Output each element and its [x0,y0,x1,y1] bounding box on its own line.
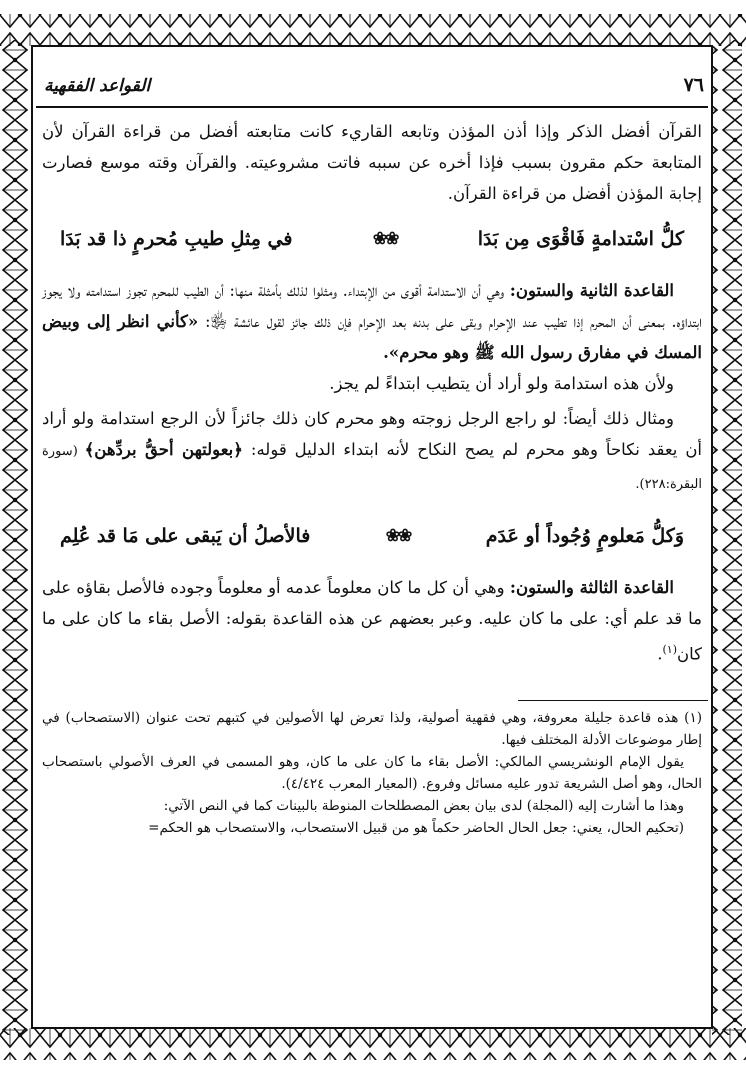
rule-63-heading: القاعدة الثالثة والستون: [509,578,674,597]
footnote-4: (تحكيم الحال، يعني: جعل الحال الحاضر حكماً هو من قبيل الاستصحاب، والاستصحاب هو الحكم= [148,819,684,836]
paragraph-2 [36,275,708,368]
footnote-reference: (١) [662,643,677,656]
footnote-divider [518,700,708,701]
paragraph-1: القرآن أفضل الذكر وإذا أذن المؤذن وتابعه القاريء كانت متابعته أفضل من قراءة القرآن لأن المتابعة حكم مقرون بسبب فإذا أخره عن سببه فاتت مشروعيته. والقرآن وقته موسع فصارت إجابة المؤذن أفضل من قراءة القرآن. [42,122,702,203]
verse-1 [36,217,708,261]
page-number: ٧٦ [683,74,704,96]
running-title: القواعد الفقهية [44,76,151,96]
paragraph-4-text: ومثال ذلك أيضاً: لو راجع الرجل زوجته وهو محرم كان ذلك جائزاً لأن الرجع استدامة ولو أراد أن يعقد نكاحاً وهو محرم لم يصح النكاح لأنه ابتداء الدليل قوله: [42,409,703,459]
rule-62-heading: القاعدة الثانية والستون: [509,281,675,300]
footnote-1: (١) هذه قاعدة جليلة معروفة، وهي فقهية أصولية، ولذا تعرض لها الأصولين في كتبهم تحت عنوان (الاستصحاب) في إطار موضوعات الأدلة المختلف فيها. [42,709,702,748]
verse-1-left: في مِثلِ طيبِ مُحرمٍ ذا قد بَدَا [60,228,293,250]
flower-ornament-icon: ❀❀ [372,229,398,249]
verse-1-right: كلُّ اسْتدامةٍ فَاقْوَى مِن بَدَا [477,228,684,250]
page-header [36,70,708,108]
flower-ornament-icon: ❀❀ [385,526,411,546]
paragraph-4 [36,403,708,500]
hadith-quote: «كأني انظر إلى وبيض المسك في مفارق رسول الله ﷺ وهو محرم». [42,312,702,362]
page-body [36,70,708,1030]
paragraph-3: ولأن هذه استدامة ولو أراد أن يتطيب ابتداءً لم يجز. [329,374,674,393]
verse-2 [36,514,708,558]
surah-reference: (سورة البقرة:٢٢٨). [42,444,702,492]
verse-2-right: وَكلُّ مَعلومٍ وُجُوداً أو عَدَم [485,525,684,547]
verse-2-left: فالأصلُ أن يَبقى على مَا قد عُلِم [60,525,311,547]
footnote-3: وهذا ما أشارت إليه (المجلة) لدى بيان بعض المصطلحات المنوطة بالبينات كما في النص الآتي: [163,797,684,814]
paragraph-5-text: وهي أن كل ما كان معلوماً عدمه أو معلوماً وجوده فالأصل بقاؤه على ما قد علم أي: على ما كان عليه. وعبر بعضهم عن هذه القاعدة بقوله: الأصل بقاء ما كان على ما كان [42,578,702,664]
paragraph-5: القاعدة الثالثة والستون: وهي أن كل ما كان معلوماً عدمه أو معلوماً وجوده فالأصل بقاؤه على ما قد علم أي: على ما كان عليه. وعبر بعضهم عن هذه القاعدة بقوله: الأصل بقاء ما كان على ما كان$^{(١)}$. [42,578,702,664]
paragraph-2-text: وهي أن الاستدامة أقوى من الإبتداء. ومثلوا لذلك بأمثلة منها: أن الطيب للمحرم تجوز استدامته ولا يجوز ابتداؤه. بمعنى أن المحرم إذا تطيب عند الإحرام وبقى على بدنه بعد الإحرام فإن ذلك جائز لقول عائشة ﵂: [42,281,702,331]
footnote-2: يقول الإمام الونشريسي المالكي: الأصل بقاء ما كان على ما كان، وهو المسمى في العرف الأصولي باستصحاب الحال، وهو أصل الشريعة تدور عليه مسائل وفروع. (المعيار المعرب ٤/٤٢٤). [42,753,702,792]
quran-verse: ﴿بعولتهن أحقُّ بردِّهن﴾ [84,440,243,459]
